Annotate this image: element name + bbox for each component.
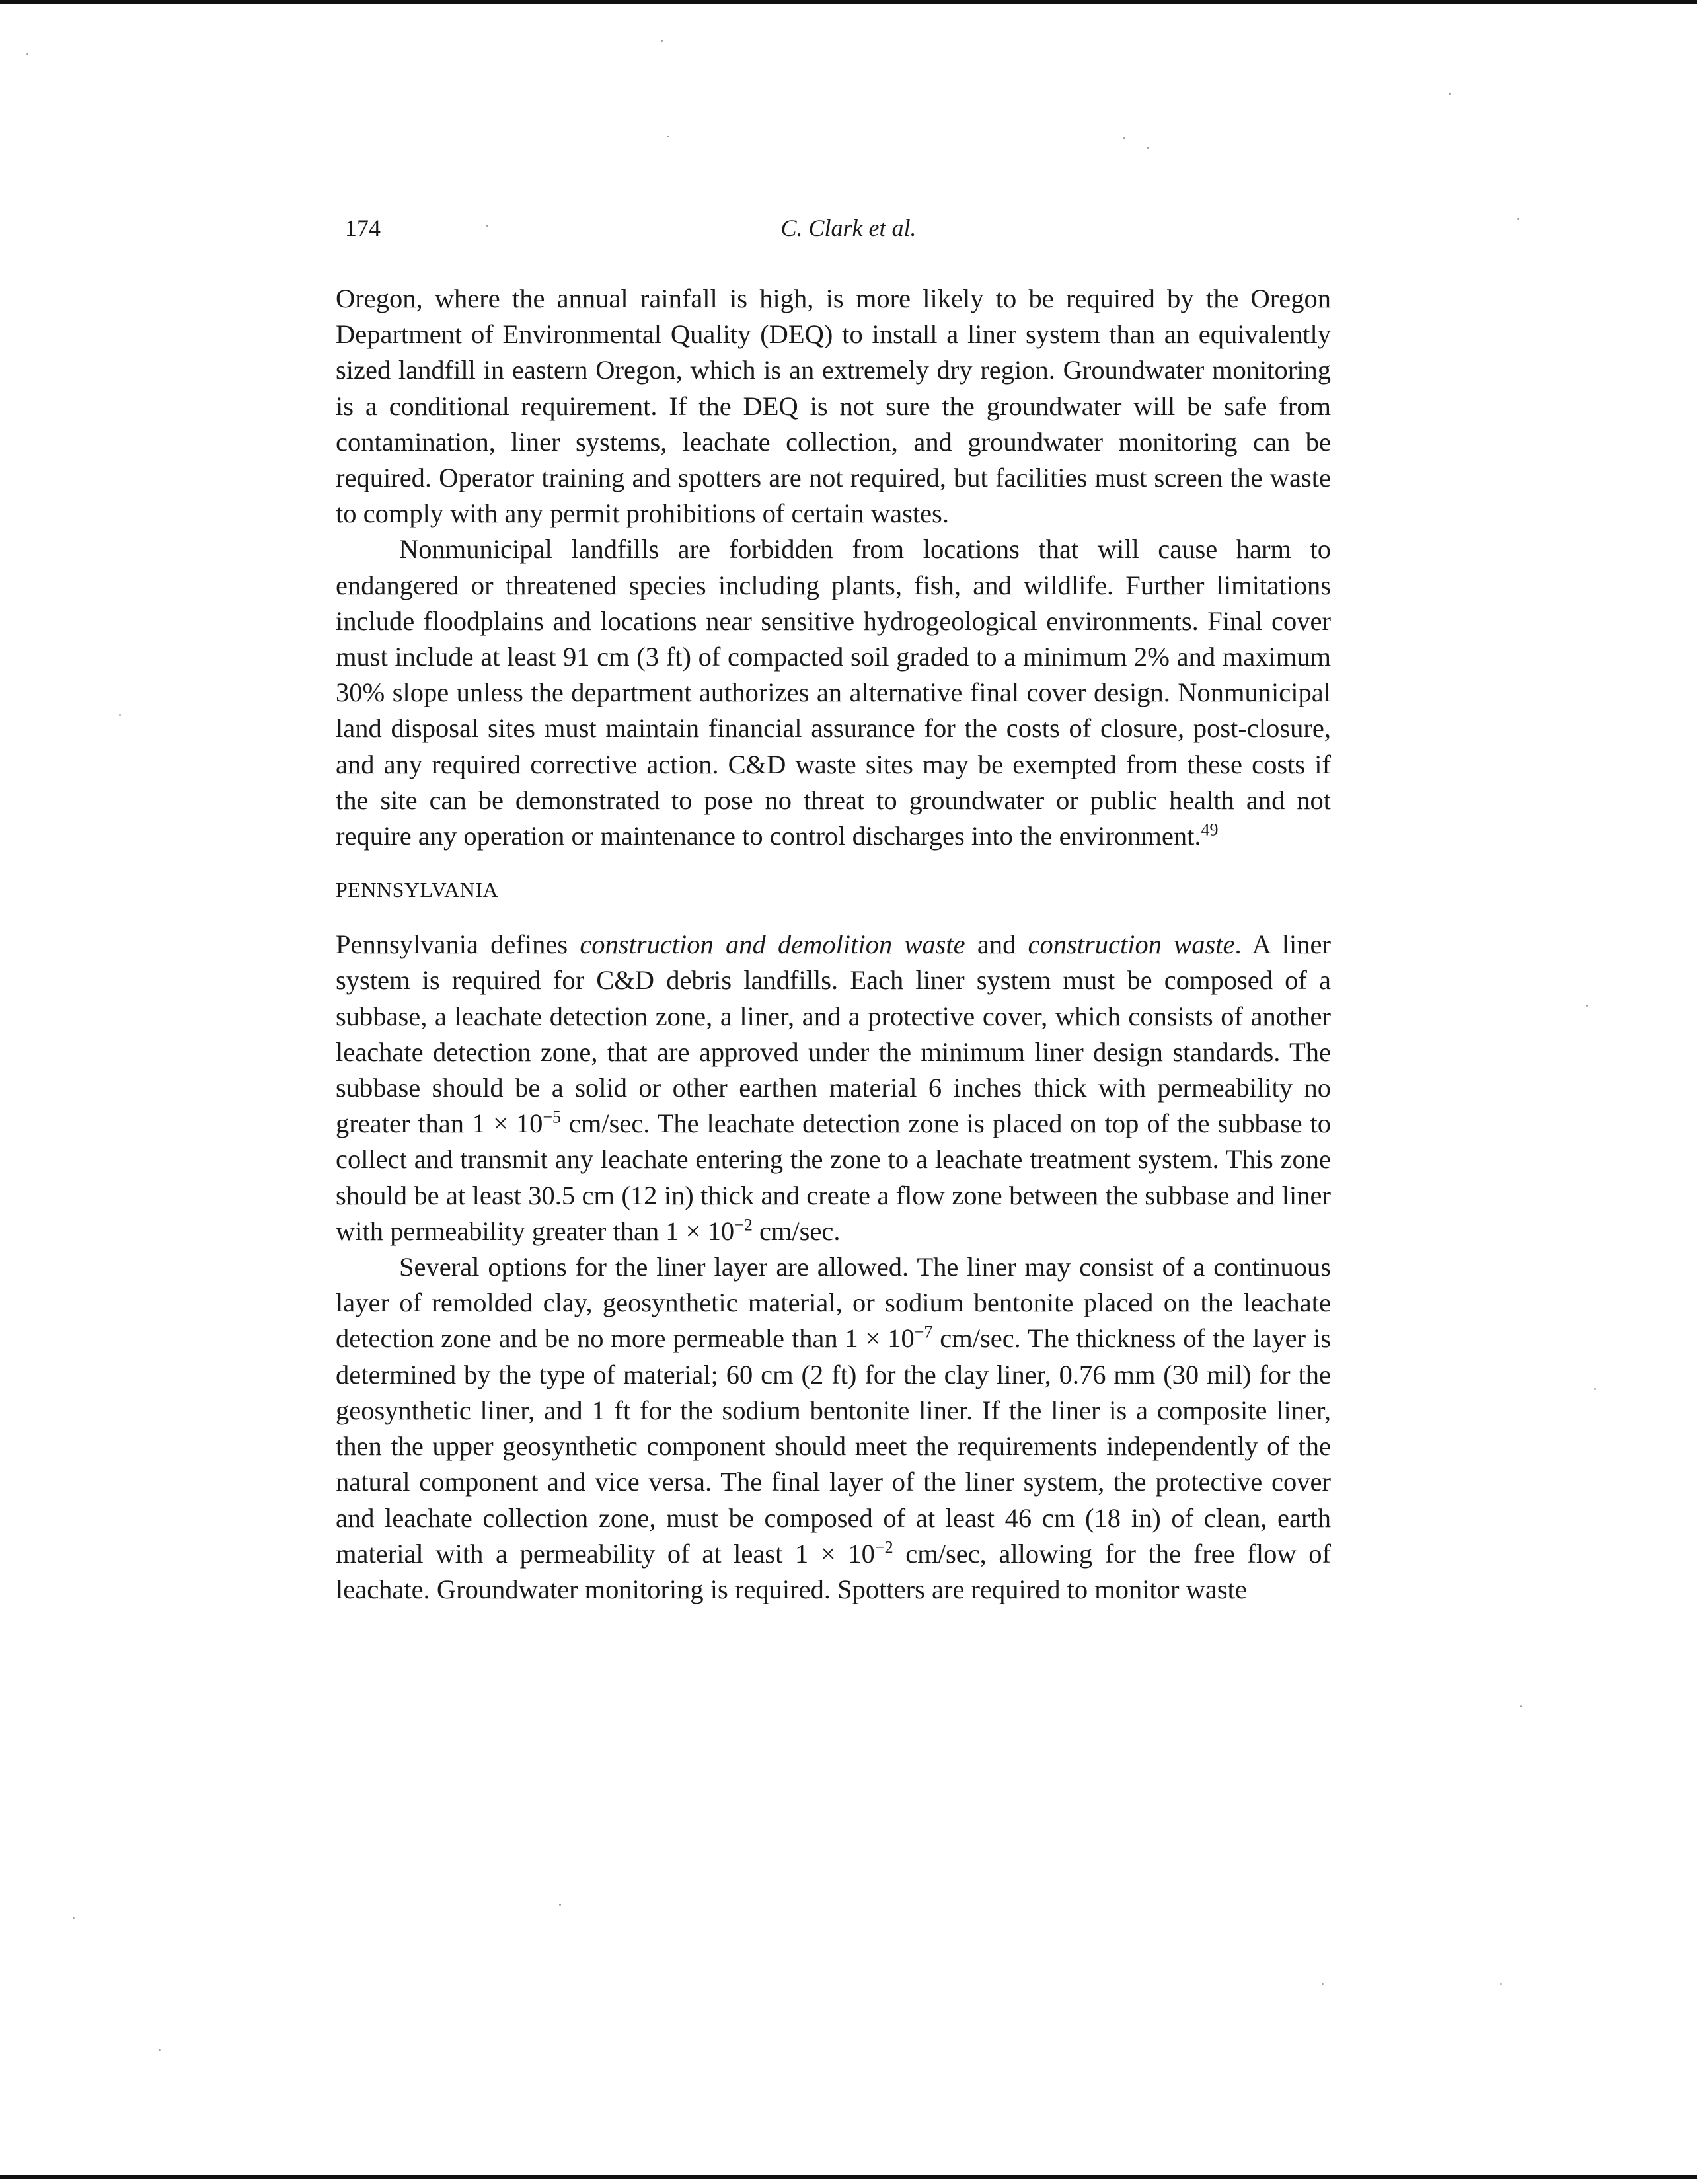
exponent: −5 [543, 1107, 562, 1127]
scan-speck [1123, 137, 1125, 139]
text-column [336, 281, 1331, 1608]
paragraph-text: Pennsylvania defines [336, 929, 580, 960]
scan-border-bottom [0, 2175, 1697, 2179]
paragraph-text: cm/sec. [752, 1216, 841, 1246]
scan-speck [119, 714, 121, 716]
scan-speck [73, 1917, 75, 1919]
paragraph-pennsylvania [336, 927, 1331, 1249]
paragraph-text: cm/sec. The thickness of the layer is determined by the type of material; 60 cm (2 ft) for the clay liner, 0.76 mm (30 mil) for the geosynthetic liner, and 1 ft for the sodium bentonite liner. If the liner is a composite liner, then the upper geosynthetic component should meet the requirements independently of the natural component and vice versa. The final layer of the liner system, the protective cover and leachate collection zone, must be composed of at least 46 cm (18 in) of clean, earth material with a permeability of at least 1 × 10 [336, 1323, 1332, 1569]
exponent: −2 [874, 1538, 893, 1557]
scan-speck [159, 2049, 161, 2051]
scan-speck [667, 136, 669, 137]
paragraph-text: . A liner system is required for C&D debris landfills. Each liner system must be composed of a subbase, a leachate detection zone, a liner, and a protective cover, which consists of another leachate detection zone, that are approved under the minimum liner design standards. The subbase should be a solid or other earthen material 6 inches thick with permeability no greater than 1 × 10 [336, 929, 1332, 1139]
paragraph-text: cm/sec. The leachate detection zone is placed on top of the subbase to collect and transmit any leachate entering the zone to a leachate treatment system. This zone should be at least 30.5 cm (12 in) thick and create a flow zone between the subbase and liner with permeability greater than 1 × 10 [336, 1109, 1331, 1246]
running-title: C. Clark et al. [780, 215, 917, 241]
scan-speck [1449, 93, 1451, 95]
paragraph-text: Several options for the liner layer are allowed. The liner may consist of a continuous layer of remolded clay, geosynthetic material, or sodium bentonite placed on the leachate detection zone and be no more permeable than 1 × 10 [336, 1252, 1331, 1354]
paragraph-text: Nonmunicipal landfills are forbidden from locations that will cause harm to endangered or threatened species including plants, fish, and wildlife. Further limitations include floodplains and locations near sensitive hydrogeological environments. Final cover must include at least 91 cm (3 ft) of compacted soil graded to a minimum 2% and maximum 30% slope unless the department authorizes an alternative final cover design. Nonmunicipal land disposal sites must maintain financial assurance for the costs of closure, post-closure, and any required corrective action. C&D waste sites may be exempted from these costs if the site can be demonstrated to pose no threat to groundwater or public health and not require any operation or maintenance to control discharges into the environment. [336, 534, 1331, 851]
scan-speck [559, 1904, 561, 1906]
paragraph-text: and [965, 929, 1028, 960]
scan-speck [1322, 1983, 1324, 1985]
defined-term: construction waste [1028, 929, 1235, 960]
paragraph-liner-options [336, 1249, 1331, 1608]
scan-speck [1594, 1388, 1596, 1390]
scan-speck [486, 225, 488, 227]
scan-speck [1520, 1705, 1522, 1707]
paragraph-text: cm/sec, allowing for the free flow of leachate. Groundwater monitoring is required. Spotters are required to monitor waste [336, 1538, 1331, 1604]
footnote-ref: 49 [1201, 820, 1219, 839]
scan-border-top [0, 0, 1697, 4]
exponent: −2 [734, 1215, 753, 1235]
scan-speck [1586, 1005, 1588, 1007]
section-heading: PENNSYLVANIA [336, 878, 499, 902]
scan-speck [661, 40, 663, 42]
exponent: −7 [914, 1323, 933, 1343]
defined-term: construction and demolition waste [580, 929, 965, 960]
scan-speck [1500, 1983, 1502, 1985]
page-number: 174 [345, 215, 381, 241]
scan-speck [1147, 147, 1149, 149]
scan-speck [26, 53, 28, 55]
scan-speck [1517, 218, 1519, 220]
paragraph-nonmunicipal [336, 531, 1331, 854]
paragraph-oregon-continued: Oregon, where the annual rainfall is high, is more likely to be required by the Oregon Department of Environmental Quality (DEQ) to install a liner system than an equivalently sized landfill in eastern Oregon, which is an extremely dry region. Groundwater monitoring is a conditional requirement. If the DEQ is not sure the groundwater will be safe from contamination, liner systems, leachate collection, and groundwater monitoring can be required. Operator training and spotters are not required, but facilities must screen the waste to comply with any permit prohibitions of certain wastes. [336, 284, 1331, 529]
